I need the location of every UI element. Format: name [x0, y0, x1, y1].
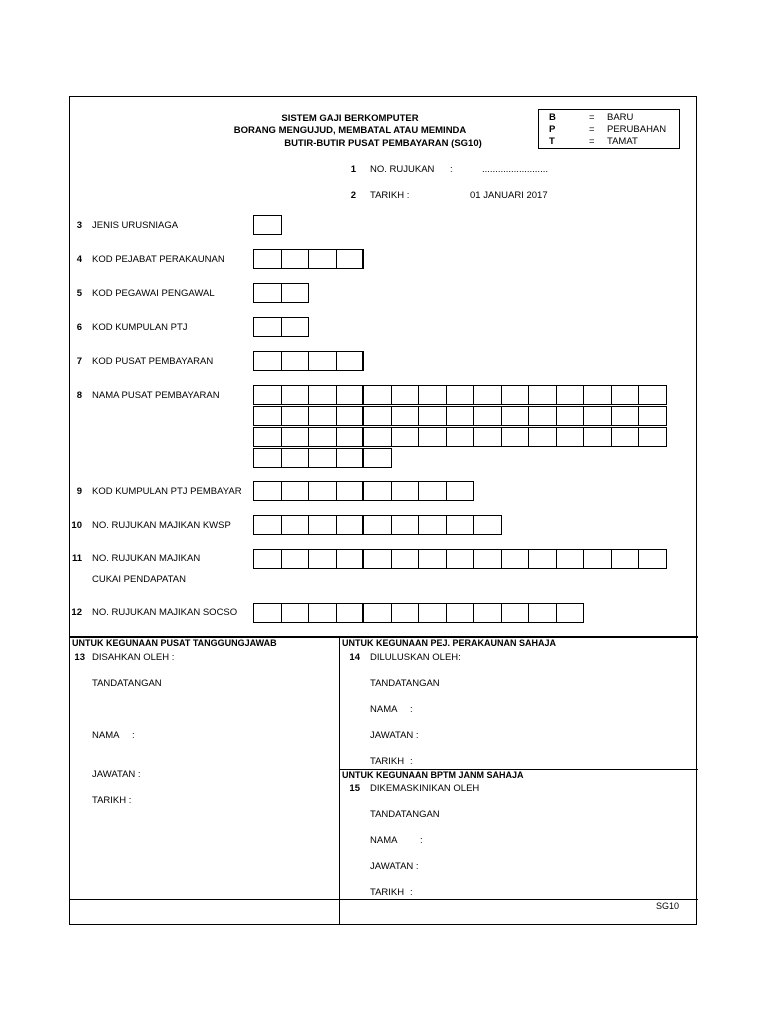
legend-key: T — [549, 136, 555, 147]
char-box[interactable] — [281, 317, 310, 337]
char-box[interactable] — [501, 406, 530, 426]
char-box[interactable] — [446, 406, 475, 426]
char-box[interactable] — [253, 448, 282, 468]
payment-centre-name-row2[interactable] — [253, 406, 666, 426]
char-box[interactable] — [253, 406, 282, 426]
date-label: TARIKH : — [370, 190, 410, 201]
date-label: TARIKH : — [92, 795, 132, 806]
field-number: 12 — [71, 607, 82, 618]
legend-key: B — [549, 112, 556, 123]
field-number: 2 — [350, 190, 356, 201]
date-label: TARIKH — [370, 756, 405, 767]
char-box[interactable] — [253, 385, 282, 405]
payment-centre-name-row3[interactable] — [253, 427, 666, 447]
char-box[interactable] — [253, 427, 282, 447]
signature-label: TANDATANGAN — [370, 809, 440, 820]
char-box[interactable] — [363, 406, 392, 426]
updated-by-label: DIKEMASKINIKAN OLEH — [370, 783, 480, 794]
char-box[interactable] — [611, 406, 640, 426]
char-box[interactable] — [336, 481, 365, 501]
char-box[interactable] — [281, 515, 310, 535]
char-box[interactable] — [446, 603, 475, 623]
controlling-officer-code-boxes[interactable] — [253, 283, 308, 303]
char-box[interactable] — [583, 406, 612, 426]
legend-eq: = — [589, 124, 595, 135]
char-box[interactable] — [528, 549, 557, 569]
ref-number-label: NO. RUJUKAN — [370, 164, 435, 175]
char-box[interactable] — [336, 427, 365, 447]
char-box[interactable] — [336, 448, 365, 468]
char-box[interactable] — [281, 249, 310, 269]
ref-number-value: ......................... — [482, 164, 548, 175]
char-box[interactable] — [363, 515, 392, 535]
char-box[interactable] — [418, 406, 447, 426]
field-number: 14 — [349, 652, 360, 663]
field-label-tax-employer-ref-line2: CUKAI PENDAPATAN — [92, 574, 186, 585]
char-box[interactable] — [336, 351, 365, 371]
char-box[interactable] — [253, 215, 282, 235]
kwsp-employer-ref-boxes[interactable] — [253, 515, 501, 535]
name-label: NAMA — [370, 704, 398, 715]
char-box[interactable] — [583, 385, 612, 405]
char-box[interactable] — [528, 603, 557, 623]
char-box[interactable] — [336, 603, 365, 623]
form-code: SG10 — [656, 901, 680, 911]
char-box[interactable] — [281, 481, 310, 501]
column-divider — [339, 637, 340, 925]
legend-eq: = — [589, 136, 595, 147]
char-box[interactable] — [611, 427, 640, 447]
char-box[interactable] — [281, 351, 310, 371]
char-box[interactable] — [308, 427, 337, 447]
char-box[interactable] — [583, 427, 612, 447]
char-box[interactable] — [418, 603, 447, 623]
field-number: 11 — [71, 553, 82, 564]
char-box[interactable] — [336, 406, 365, 426]
name-colon: : — [132, 730, 135, 741]
char-box[interactable] — [473, 385, 502, 405]
field-label-ptj-group-code: KOD KUMPULAN PTJ — [92, 322, 188, 333]
char-box[interactable] — [391, 603, 420, 623]
date-colon: : — [410, 887, 413, 898]
form-title-line3: BUTIR-BUTIR PUSAT PEMBAYARAN (SG10) — [284, 138, 482, 149]
char-box[interactable] — [501, 427, 530, 447]
char-box[interactable] — [253, 603, 282, 623]
field-number: 10 — [71, 520, 82, 531]
char-box[interactable] — [308, 549, 337, 569]
char-box[interactable] — [253, 283, 282, 303]
form-title-line1: SISTEM GAJI BERKOMPUTER — [281, 113, 419, 124]
char-box[interactable] — [281, 385, 310, 405]
legend-eq: = — [589, 112, 595, 123]
transaction-type-boxes[interactable] — [253, 215, 281, 235]
name-label: NAMA — [92, 730, 120, 741]
char-box[interactable] — [446, 385, 475, 405]
char-box[interactable] — [363, 603, 392, 623]
char-box[interactable] — [473, 427, 502, 447]
field-number: 4 — [76, 254, 82, 265]
char-box[interactable] — [418, 515, 447, 535]
payment-centre-name-row4[interactable] — [253, 448, 391, 468]
socso-employer-ref-boxes[interactable] — [253, 603, 583, 623]
field-number: 8 — [76, 390, 82, 401]
char-box[interactable] — [391, 515, 420, 535]
legend-value: TAMAT — [607, 136, 638, 147]
char-box[interactable] — [363, 549, 392, 569]
ref-number-colon: : — [450, 164, 453, 175]
char-box[interactable] — [308, 603, 337, 623]
char-box[interactable] — [446, 549, 475, 569]
field-label-kwsp-employer-ref: NO. RUJUKAN MAJIKAN KWSP — [92, 520, 231, 531]
char-box[interactable] — [308, 249, 337, 269]
char-box[interactable] — [391, 549, 420, 569]
left-section-heading: UNTUK KEGUNAAN PUSAT TANGGUNGJAWAB — [72, 638, 277, 648]
tax-employer-ref-boxes[interactable] — [253, 549, 666, 569]
char-box[interactable] — [418, 427, 447, 447]
char-box[interactable] — [363, 427, 392, 447]
char-box[interactable] — [446, 427, 475, 447]
sg10-form — [69, 96, 697, 925]
char-box[interactable] — [473, 515, 502, 535]
char-box[interactable] — [583, 549, 612, 569]
char-box[interactable] — [253, 515, 282, 535]
field-number: 13 — [74, 652, 85, 663]
char-box[interactable] — [391, 427, 420, 447]
char-box[interactable] — [418, 481, 447, 501]
char-box[interactable] — [391, 385, 420, 405]
char-box[interactable] — [501, 603, 530, 623]
char-box[interactable] — [336, 385, 365, 405]
payment-centre-code-boxes[interactable] — [253, 351, 363, 371]
name-label: NAMA — [370, 835, 398, 846]
field-label-tax-employer-ref: NO. RUJUKAN MAJIKAN — [92, 553, 201, 564]
field-label-transaction-type: JENIS URUSNIAGA — [92, 220, 179, 231]
field-number: 15 — [349, 783, 360, 794]
accounting-office-code-boxes[interactable] — [253, 249, 363, 269]
char-box[interactable] — [391, 481, 420, 501]
char-box[interactable] — [556, 427, 585, 447]
approved-by-label: DISAHKAN OLEH : — [92, 652, 175, 663]
name-colon: : — [410, 704, 413, 715]
char-box[interactable] — [556, 603, 585, 623]
legend-key: P — [549, 124, 556, 135]
char-box[interactable] — [308, 406, 337, 426]
char-box[interactable] — [638, 427, 667, 447]
date-label: TARIKH — [370, 887, 405, 898]
legend-box — [538, 109, 680, 149]
char-box[interactable] — [638, 406, 667, 426]
char-box[interactable] — [418, 385, 447, 405]
date-colon: : — [410, 756, 413, 767]
legend-row — [549, 136, 679, 149]
char-box[interactable] — [281, 427, 310, 447]
position-label: JAWATAN : — [370, 861, 419, 872]
footer-divider — [70, 899, 698, 900]
legend-value: BARU — [607, 112, 634, 123]
position-label: JAWATAN : — [370, 730, 419, 741]
char-box[interactable] — [528, 427, 557, 447]
char-box[interactable] — [391, 406, 420, 426]
char-box[interactable] — [473, 603, 502, 623]
char-box[interactable] — [253, 481, 282, 501]
field-label-payer-ptj-group-code: KOD KUMPULAN PTJ PEMBAYAR — [92, 486, 242, 497]
char-box[interactable] — [308, 448, 337, 468]
field-number: 9 — [76, 486, 82, 497]
name-colon: : — [420, 835, 423, 846]
field-label-socso-employer-ref: NO. RUJUKAN MAJIKAN SOCSO — [92, 607, 238, 618]
char-box[interactable] — [556, 385, 585, 405]
date-value: 01 JANUARI 2017 — [470, 190, 548, 201]
payment-centre-name-row1[interactable] — [253, 385, 666, 405]
char-box[interactable] — [281, 406, 310, 426]
field-number: 6 — [76, 322, 82, 333]
position-label: JAWATAN : — [92, 769, 141, 780]
char-box[interactable] — [611, 385, 640, 405]
char-box[interactable] — [501, 385, 530, 405]
char-box[interactable] — [446, 481, 475, 501]
field-number: 5 — [76, 288, 82, 299]
ptj-group-code-boxes[interactable] — [253, 317, 308, 337]
right-bottom-section-heading: UNTUK KEGUNAAN BPTM JANM SAHAJA — [342, 770, 524, 780]
char-box[interactable] — [418, 549, 447, 569]
char-box[interactable] — [308, 481, 337, 501]
char-box[interactable] — [308, 351, 337, 371]
char-box[interactable] — [253, 549, 282, 569]
char-box[interactable] — [308, 515, 337, 535]
field-number: 7 — [76, 356, 82, 367]
field-label-payment-centre-name: NAMA PUSAT PEMBAYARAN — [92, 390, 220, 401]
char-box[interactable] — [363, 481, 392, 501]
char-box[interactable] — [556, 406, 585, 426]
field-number: 1 — [350, 164, 356, 175]
char-box[interactable] — [473, 549, 502, 569]
char-box[interactable] — [528, 385, 557, 405]
char-box[interactable] — [281, 283, 310, 303]
char-box[interactable] — [336, 549, 365, 569]
approved-by-label: DILULUSKAN OLEH: — [370, 652, 461, 663]
char-box[interactable] — [611, 549, 640, 569]
legend-value: PERUBAHAN — [607, 124, 667, 135]
char-box[interactable] — [336, 249, 365, 269]
char-box[interactable] — [473, 406, 502, 426]
char-box[interactable] — [556, 549, 585, 569]
char-box[interactable] — [281, 448, 310, 468]
signature-label: TANDATANGAN — [92, 678, 162, 689]
char-box[interactable] — [253, 317, 282, 337]
right-top-section-heading: UNTUK KEGUNAAN PEJ. PERAKAUNAN SAHAJA — [342, 638, 557, 648]
field-label-controlling-officer-code: KOD PEGAWAI PENGAWAL — [92, 288, 215, 299]
char-box[interactable] — [308, 385, 337, 405]
char-box[interactable] — [638, 385, 667, 405]
char-box[interactable] — [501, 549, 530, 569]
char-box[interactable] — [363, 385, 392, 405]
char-box[interactable] — [253, 249, 282, 269]
char-box[interactable] — [363, 448, 392, 468]
field-label-accounting-office-code: KOD PEJABAT PERAKAUNAN — [92, 254, 225, 265]
payer-ptj-group-code-boxes[interactable] — [253, 481, 473, 501]
char-box[interactable] — [638, 549, 667, 569]
char-box[interactable] — [446, 515, 475, 535]
field-number: 3 — [76, 220, 82, 231]
char-box[interactable] — [253, 351, 282, 371]
form-title-line2: BORANG MENGUJUD, MEMBATAL ATAU MEMINDA — [233, 125, 467, 136]
char-box[interactable] — [528, 406, 557, 426]
char-box[interactable] — [281, 549, 310, 569]
field-label-payment-centre-code: KOD PUSAT PEMBAYARAN — [92, 356, 214, 367]
char-box[interactable] — [281, 603, 310, 623]
char-box[interactable] — [336, 515, 365, 535]
signature-label: TANDATANGAN — [370, 678, 440, 689]
